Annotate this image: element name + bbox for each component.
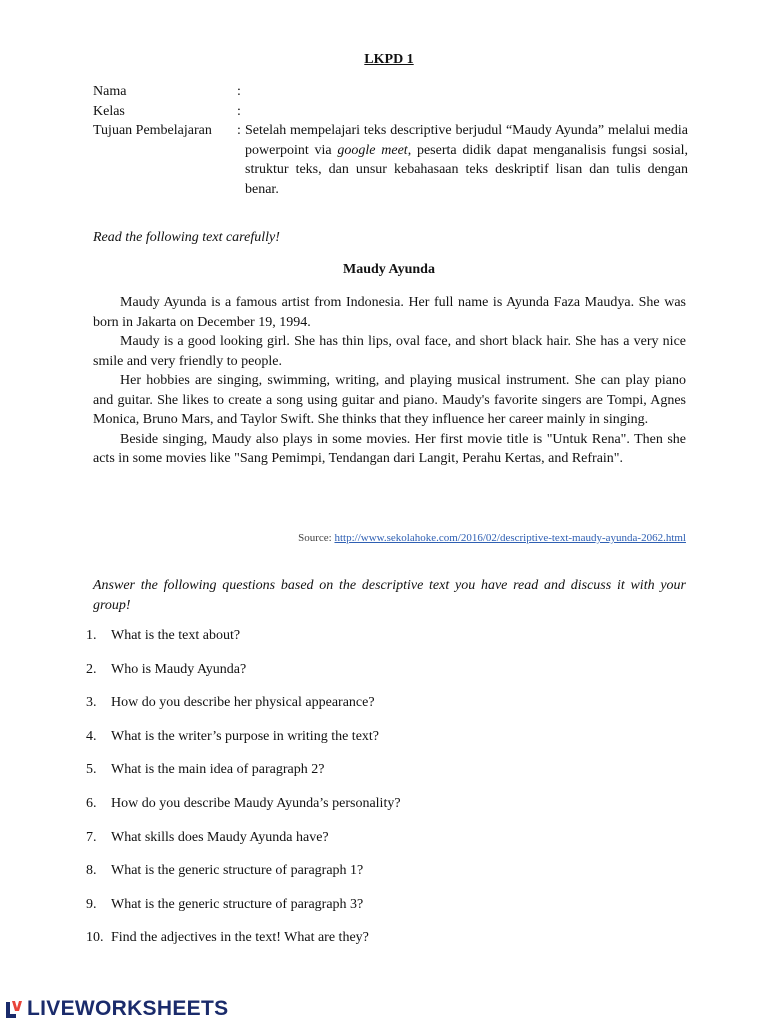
learning-goal-text-italic: google meet xyxy=(337,142,408,158)
class-value[interactable] xyxy=(245,102,688,122)
question-text: What is the main idea of paragraph 2? xyxy=(111,762,325,778)
question-number: 8. xyxy=(86,863,97,879)
liveworksheets-logo[interactable] xyxy=(4,997,228,1021)
question-text: Find the adjectives in the text! What are they? xyxy=(111,930,369,946)
class-field xyxy=(93,102,688,122)
question-item xyxy=(86,660,401,694)
question-list xyxy=(86,626,401,962)
question-text: What is the generic structure of paragraph 3? xyxy=(111,896,364,912)
liveworksheets-logo-text: LIVEWORKSHEETS xyxy=(27,997,229,1020)
question-text: What is the text about? xyxy=(111,628,241,643)
question-number: 3. xyxy=(86,695,97,711)
question-number: 5. xyxy=(86,762,97,778)
question-item xyxy=(86,760,401,794)
name-field xyxy=(93,82,688,102)
question-number: 6. xyxy=(86,795,97,811)
question-text: How do you describe her physical appearance? xyxy=(111,695,375,711)
name-label: Nama xyxy=(93,84,127,99)
question-item xyxy=(86,626,401,660)
question-text: Who is Maudy Ayunda? xyxy=(111,661,247,677)
question-text: How do you describe Maudy Ayunda’s personality? xyxy=(111,795,401,811)
source-link[interactable]: http://www.sekolahoke.com/2016/02/descriptive-text-maudy-ayunda-2062.html xyxy=(334,532,686,544)
paragraph-1: Maudy Ayunda is a famous artist from Indonesia. Her full name is Ayunda Faza Maudya. She was born in Jakarta on December 19, 1994. xyxy=(93,295,686,330)
question-number: 4. xyxy=(86,728,97,744)
question-item xyxy=(86,895,401,929)
name-colon: : xyxy=(237,84,241,99)
source-citation xyxy=(298,532,686,544)
learning-goal-text xyxy=(245,121,688,199)
question-item xyxy=(86,794,401,828)
question-instruction: Answer the following questions based on the descriptive text you have read and discuss it with your group! xyxy=(93,578,686,613)
question-text: What is the writer’s purpose in writing the text? xyxy=(111,728,380,744)
liveworksheets-logo-icon xyxy=(4,998,26,1020)
descriptive-text xyxy=(93,293,686,469)
question-item xyxy=(86,693,401,727)
question-number: 9. xyxy=(86,896,97,912)
learning-goal-colon: : xyxy=(237,123,241,138)
worksheet-title: LKPD 1 xyxy=(364,52,414,67)
question-text: What is the generic structure of paragraph 1? xyxy=(111,863,364,879)
question-number: 2. xyxy=(86,661,97,677)
question-number: 10. xyxy=(86,930,104,946)
learning-goal-text-start: Setelah mempelajari teks descriptive berjudul “Maudy Ayunda” melalui media powerpoint via xyxy=(245,123,688,158)
question-item xyxy=(86,828,401,862)
question-item xyxy=(86,928,401,962)
text-title: Maudy Ayunda xyxy=(343,262,435,277)
learning-goal-field xyxy=(93,121,688,199)
paragraph-3: Her hobbies are singing, swimming, writing, and playing musical instrument. She can play piano and guitar. She likes to create a song using guitar and piano. Maudy's favorite singers are Tompi, Agnes Monica, Bruno Mars, and Taylor Swift. She thinks that they influence her career mainly in singing. xyxy=(93,373,686,427)
question-text: What skills does Maudy Ayunda have? xyxy=(111,829,329,845)
name-value[interactable] xyxy=(245,82,688,102)
paragraph-2: Maudy is a good looking girl. She has thin lips, oval face, and short black hair. She has a very nice smile and very friendly to people. xyxy=(93,334,686,369)
class-colon: : xyxy=(237,103,241,119)
question-number: 7. xyxy=(86,829,97,845)
learning-goal-text-end: , peserta didik dapat menganalisis fungsi sosial, struktur teks, dan unsur kebahasaan teks deskriptif lisan dan tulis dengan benar. xyxy=(245,142,689,197)
question-number: 1. xyxy=(86,628,97,643)
reading-instruction: Read the following text carefully! xyxy=(93,230,280,245)
class-label: Kelas xyxy=(93,103,125,119)
question-item xyxy=(86,861,401,895)
source-label: Source: xyxy=(298,532,332,544)
learning-goal-label: Tujuan Pembelajaran xyxy=(93,123,212,138)
paragraph-4: Beside singing, Maudy also plays in some movies. Her first movie title is "Untuk Rena". Then she acts in some movies like "Sang Pemimpi, Tendangan dari Langit, Perahu Kertas, and Refrain". xyxy=(93,431,686,466)
student-info xyxy=(93,82,688,199)
question-item xyxy=(86,727,401,761)
